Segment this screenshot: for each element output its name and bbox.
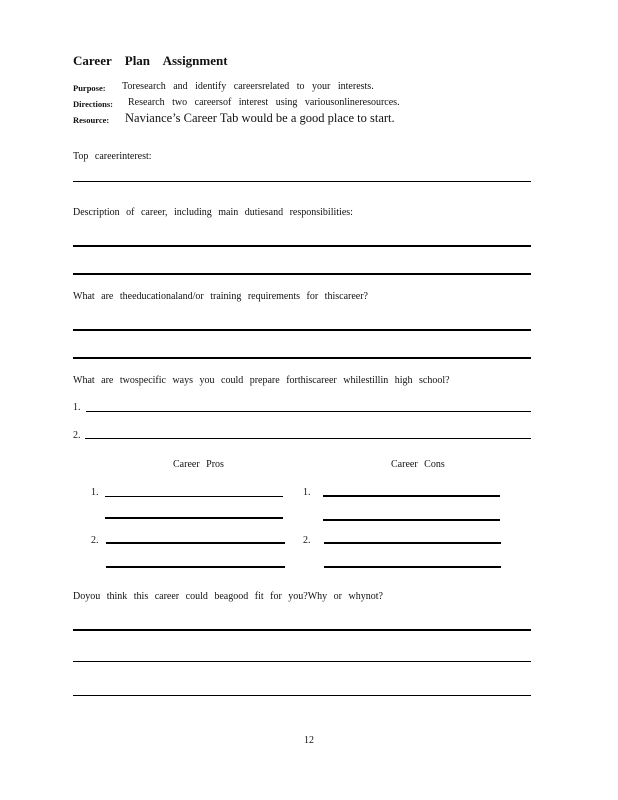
education-answer-line-2[interactable] [73,357,531,359]
prepare-answer-line-1[interactable] [86,411,531,412]
good-fit-answer-line-1[interactable] [73,629,531,631]
page-title: Career Plan Assignment [73,53,228,68]
description-question: Description of career, including main dutiesand responsibilities: [73,207,353,218]
good-fit-answer-line-3[interactable] [73,695,531,696]
good-fit-answer-line-2[interactable] [73,661,531,662]
prepare-number-1: 1. [73,402,81,413]
purpose-label: Purpose: [73,83,106,93]
prepare-answer-line-2[interactable] [85,438,531,439]
education-answer-line-1[interactable] [73,329,531,331]
top-career-answer-line[interactable] [73,181,531,182]
description-answer-line-1[interactable] [73,245,531,247]
cons-number-2: 2. [303,535,311,546]
prepare-number-2: 2. [73,430,81,441]
directions-label: Directions: [73,99,113,109]
page-number: 12 [304,735,314,746]
top-career-question: Top careerinterest: [73,151,152,162]
resource-label: Resource: [73,115,110,125]
cons-answer-line-2b[interactable] [324,566,501,568]
directions-text: Research two careersof interest using variousonlineresources. [128,97,400,108]
cons-answer-line-1b[interactable] [323,519,500,521]
cons-answer-line-1a[interactable] [323,495,500,497]
cons-answer-line-2a[interactable] [324,542,501,544]
education-question: What are theeducationaland/or training requirements for thiscareer? [73,291,368,302]
pros-answer-line-2a[interactable] [106,542,285,544]
pros-answer-line-2b[interactable] [106,566,285,568]
cons-heading: Career Cons [391,459,445,470]
pros-heading: Career Pros [173,459,224,470]
resource-text: Naviance’s Career Tab would be a good place to start. [125,111,395,125]
pros-number-1: 1. [91,487,99,498]
pros-number-2: 2. [91,535,99,546]
prepare-question: What are twospecific ways you could prepare forthiscareer whilestillin high school? [73,375,450,386]
cons-number-1: 1. [303,487,311,498]
good-fit-question: Doyou think this career could beagood fit for you?Why or whynot? [73,591,383,602]
purpose-text: Toresearch and identify careersrelated to your interests. [122,81,374,92]
pros-answer-line-1a[interactable] [105,496,283,497]
pros-answer-line-1b[interactable] [105,517,283,519]
description-answer-line-2[interactable] [73,273,531,275]
